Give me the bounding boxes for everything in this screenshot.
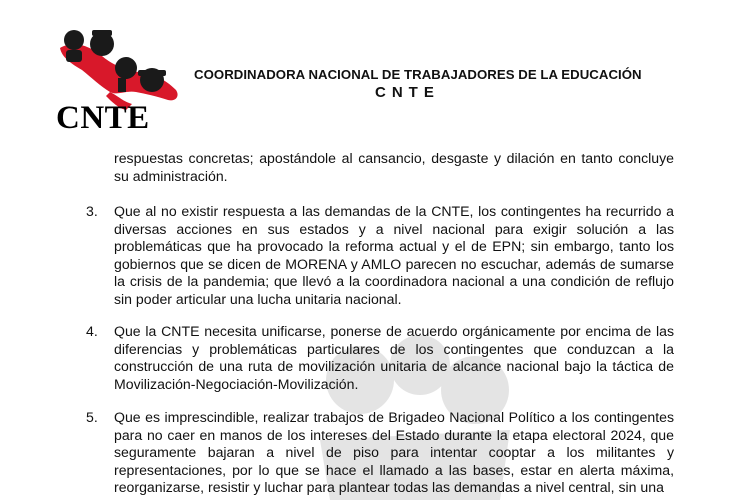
continuation-paragraph: respuestas concretas; apostándole al cansancio, desgaste y dilación en tanto concluye su administración. [114,150,674,184]
item-number: 5. [86,409,98,425]
logo-text: CNTE [56,100,150,136]
item-number: 3. [86,203,98,219]
organization-acronym: CNTE [375,84,440,101]
organization-name: COORDINADORA NACIONAL DE TRABAJADORES DE LA EDUCACIÓN [194,67,642,82]
item-number: 4. [86,323,98,339]
item-text: Que al no existir respuesta a las demandas de la CNTE, los contingentes ha recurrido a diversas acciones en sus estados y a nivel nacional para exigir solución a las problemáticas que ha provocado la reforma actual y el de EPN; sin embargo, tanto los gobiernos que se dicen de MORENA y AMLO parecen no escuchar, además de sumarse la crisis de la pandemia; que llevó a la coordinadora nacional a una condición de reflujo sin poder articular una lucha unitaria nacional. [114,203,674,307]
list-item [86,323,674,393]
list-item [86,409,674,497]
item-text: Que la CNTE necesita unificarse, ponerse de acuerdo orgánicamente por encima de las diferencias y problemáticas particulares de los contingentes que conduzcan a la construcción de una ruta de movilización unitaria de alcance nacional bajo la táctica de Movilización-Negociación-Movilización. [114,323,674,392]
item-text: Que es imprescindible, realizar trabajos de Brigadeo Nacional Político a los contingentes para no caer en manos de los intereses del Estado durante la etapa electoral 2024, que seguramente bajaran a nivel de piso para intentar cooptar a los militantes y representaciones, por lo que se hace el llamado a las bases, estar en alerta máxima, reorganizarse, resistir y luchar para plantear todas las demandas a nivel central, sin una [114,409,674,496]
list-item [86,203,674,309]
